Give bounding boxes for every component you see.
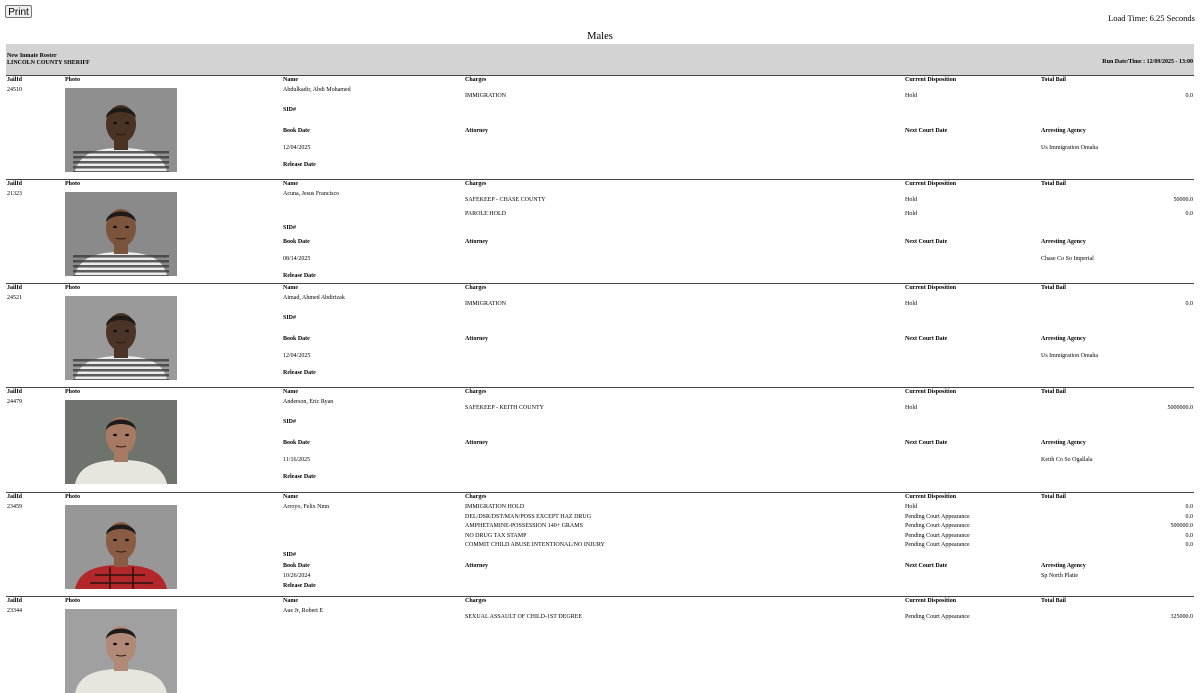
arresting-agency-label: Arresting Agency: [1041, 128, 1086, 134]
jail-id: 24479: [7, 399, 22, 405]
charge-disposition: Pending Court Appearance: [905, 533, 970, 539]
charge: AMPHETAMINE-POSSESSION 140+ GRAMS: [465, 523, 583, 529]
charges-label: Charges: [465, 389, 487, 395]
charges-label: Charges: [465, 77, 487, 83]
attorney-label: Attorney: [465, 336, 488, 342]
charge-bail: 0.0: [1185, 301, 1193, 307]
inmate-photo: [65, 192, 177, 276]
roster-title-line: New Inmate Roster: [7, 53, 57, 59]
book-date-label: Book Date: [283, 563, 310, 569]
arresting-agency: Us Immigration Omaha: [1041, 145, 1098, 151]
total-bail-label: Total Bail: [1041, 77, 1066, 83]
charge-disposition: Pending Court Appearance: [905, 523, 970, 529]
inmate-photo: [65, 400, 177, 484]
jail-id-label: JailId: [7, 77, 23, 83]
total-bail-label: Total Bail: [1041, 389, 1066, 395]
sid-label: SID#: [283, 419, 297, 425]
name-label: Name: [283, 285, 298, 291]
arresting-agency-label: Arresting Agency: [1041, 440, 1086, 446]
print-button[interactable]: Print: [5, 5, 32, 18]
release-date-label: Release Date: [283, 162, 316, 168]
photo-label: Photo: [65, 494, 80, 500]
next-court-date-label: Next Court Date: [905, 128, 948, 134]
charge: DEL/DSR/DST/MAN/POSS EXCEPT HAZ DRUG: [465, 514, 592, 520]
page-title: Males: [587, 31, 613, 42]
charge: SAFEKEEP - KEITH COUNTY: [465, 405, 544, 411]
inmate-name: Aue Jr, Robert E: [283, 608, 324, 614]
charge-disposition: Pending Court Appearance: [905, 614, 970, 620]
photo-label: Photo: [65, 77, 80, 83]
release-date-label: Release Date: [283, 583, 316, 589]
charge-disposition: Pending Court Appearance: [905, 514, 970, 520]
charge-disposition: Hold: [905, 93, 917, 99]
disposition-label: Current Disposition: [905, 389, 957, 395]
arresting-agency-label: Arresting Agency: [1041, 563, 1086, 569]
inmate-name: Aimad, Ahmed Abdirizak: [283, 295, 345, 301]
total-bail-label: Total Bail: [1041, 181, 1066, 187]
jail-id: 24521: [7, 295, 22, 301]
charge-disposition: Hold: [905, 197, 917, 203]
inmate-name: Acuna, Jesus Francisco: [283, 191, 340, 197]
charge: SAFEKEEP - CHASE COUNTY: [465, 197, 546, 203]
book-date-label: Book Date: [283, 336, 310, 342]
charges-label: Charges: [465, 598, 487, 604]
charge-bail: 500000.0: [1170, 523, 1193, 529]
charge-bail: 0.0: [1185, 533, 1193, 539]
jail-id-label: JailId: [7, 285, 23, 291]
book-date: 12/04/2025: [283, 353, 311, 359]
attorney-label: Attorney: [465, 239, 488, 245]
inmate-record: [6, 388, 1194, 492]
arresting-agency-label: Arresting Agency: [1041, 336, 1086, 342]
name-label: Name: [283, 181, 298, 187]
charge: IMMIGRATION: [465, 93, 506, 99]
charge-bail: 5000000.0: [1167, 405, 1193, 411]
disposition-label: Current Disposition: [905, 181, 957, 187]
photo-label: Photo: [65, 389, 80, 395]
charge: COMMIT CHILD ABUSE INTENTIONAL/NO INJURY: [465, 542, 605, 548]
charge-bail: 0.0: [1185, 93, 1193, 99]
inmate-name: Arroyo, Felix Nmn: [283, 504, 330, 510]
arresting-agency-label: Arresting Agency: [1041, 239, 1086, 245]
charge-disposition: Hold: [905, 211, 917, 217]
roster-title: [7, 53, 90, 67]
disposition-label: Current Disposition: [905, 285, 957, 291]
charge-bail: 0.0: [1185, 542, 1193, 548]
inmate-photo: [65, 88, 177, 172]
total-bail-label: Total Bail: [1041, 598, 1066, 604]
next-court-date-label: Next Court Date: [905, 563, 948, 569]
photo-label: Photo: [65, 181, 80, 187]
arresting-agency: Sp North Platte: [1041, 573, 1078, 579]
attorney-label: Attorney: [465, 440, 488, 446]
jail-id: 23459: [7, 504, 22, 510]
roster-header: [6, 44, 1194, 75]
load-time: Load Time: 6.25 Seconds: [1108, 13, 1195, 23]
photo-label: Photo: [65, 598, 80, 604]
jail-id-label: JailId: [7, 598, 23, 604]
arresting-agency: Chase Co So Imperial: [1041, 256, 1094, 262]
next-court-date-label: Next Court Date: [905, 440, 948, 446]
run-date: Run Date/Time : 12/09/2025 - 13:00: [1102, 59, 1193, 65]
charge: IMMIGRATION: [465, 301, 506, 307]
charge: NO DRUG TAX STAMP: [465, 533, 527, 539]
sid-label: SID#: [283, 315, 297, 321]
book-date: 12/04/2025: [283, 145, 311, 151]
inmate-name: Anderson, Eric Ryan: [283, 399, 334, 405]
attorney-label: Attorney: [465, 563, 488, 569]
charge: SEXUAL ASSAULT OF CHILD-1ST DEGREE: [465, 614, 583, 620]
total-bail-label: Total Bail: [1041, 285, 1066, 291]
book-date: 08/14/2025: [283, 256, 311, 262]
name-label: Name: [283, 77, 298, 83]
jail-id: 21323: [7, 191, 22, 197]
sid-label: SID#: [283, 225, 297, 231]
disposition-label: Current Disposition: [905, 77, 957, 83]
inmate-name: Abdulkadir, Abdi Mohamed: [283, 87, 351, 93]
book-date-label: Book Date: [283, 440, 310, 446]
charge-bail: 0.0: [1185, 514, 1193, 520]
arresting-agency: Keith Co So Ogallala: [1041, 457, 1093, 463]
charge-disposition: Hold: [905, 301, 917, 307]
attorney-label: Attorney: [465, 128, 488, 134]
name-label: Name: [283, 389, 298, 395]
inmate-photo: [65, 505, 177, 589]
release-date-label: Release Date: [283, 370, 316, 376]
next-court-date-label: Next Court Date: [905, 336, 948, 342]
book-date-label: Book Date: [283, 239, 310, 245]
total-bail-label: Total Bail: [1041, 494, 1066, 500]
disposition-label: Current Disposition: [905, 598, 957, 604]
charge-disposition: Hold: [905, 504, 917, 510]
inmate-record: [6, 76, 1194, 180]
arresting-agency: Us Immigration Omaha: [1041, 353, 1098, 359]
photo-label: Photo: [65, 285, 80, 291]
inmate-record: [6, 597, 1194, 627]
charge: PAROLE HOLD: [465, 211, 506, 217]
charge-disposition: Hold: [905, 405, 917, 411]
charge: IMMIGRATION HOLD: [465, 504, 525, 510]
inmate-photo: [65, 296, 177, 380]
charge-bail: 50000.0: [1173, 197, 1193, 203]
jail-id: 24510: [7, 87, 22, 93]
charges-label: Charges: [465, 181, 487, 187]
sid-label: SID#: [283, 552, 297, 558]
charge-bail: 0.0: [1185, 504, 1193, 510]
jail-id: 23344: [7, 608, 22, 614]
charges-label: Charges: [465, 494, 487, 500]
inmate-record: [6, 180, 1194, 284]
jail-id-label: JailId: [7, 494, 23, 500]
book-date: 11/16/2025: [283, 457, 311, 463]
sid-label: SID#: [283, 107, 297, 113]
jail-id-label: JailId: [7, 181, 23, 187]
charge-disposition: Pending Court Appearance: [905, 542, 970, 548]
charges-label: Charges: [465, 285, 487, 291]
book-date: 10/26/2024: [283, 573, 311, 579]
name-label: Name: [283, 494, 298, 500]
release-date-label: Release Date: [283, 273, 316, 279]
release-date-label: Release Date: [283, 474, 316, 480]
charge-bail: 0.0: [1185, 211, 1193, 217]
jail-id-label: JailId: [7, 389, 23, 395]
charge-bail: 325000.0: [1170, 614, 1193, 620]
inmate-record: [6, 284, 1194, 388]
next-court-date-label: Next Court Date: [905, 239, 948, 245]
roster-agency-line: LINCOLN COUNTY SHERIFF: [7, 60, 90, 66]
inmate-photo: [65, 609, 177, 693]
inmate-record: [6, 493, 1194, 597]
disposition-label: Current Disposition: [905, 494, 957, 500]
book-date-label: Book Date: [283, 128, 310, 134]
name-label: Name: [283, 598, 298, 604]
